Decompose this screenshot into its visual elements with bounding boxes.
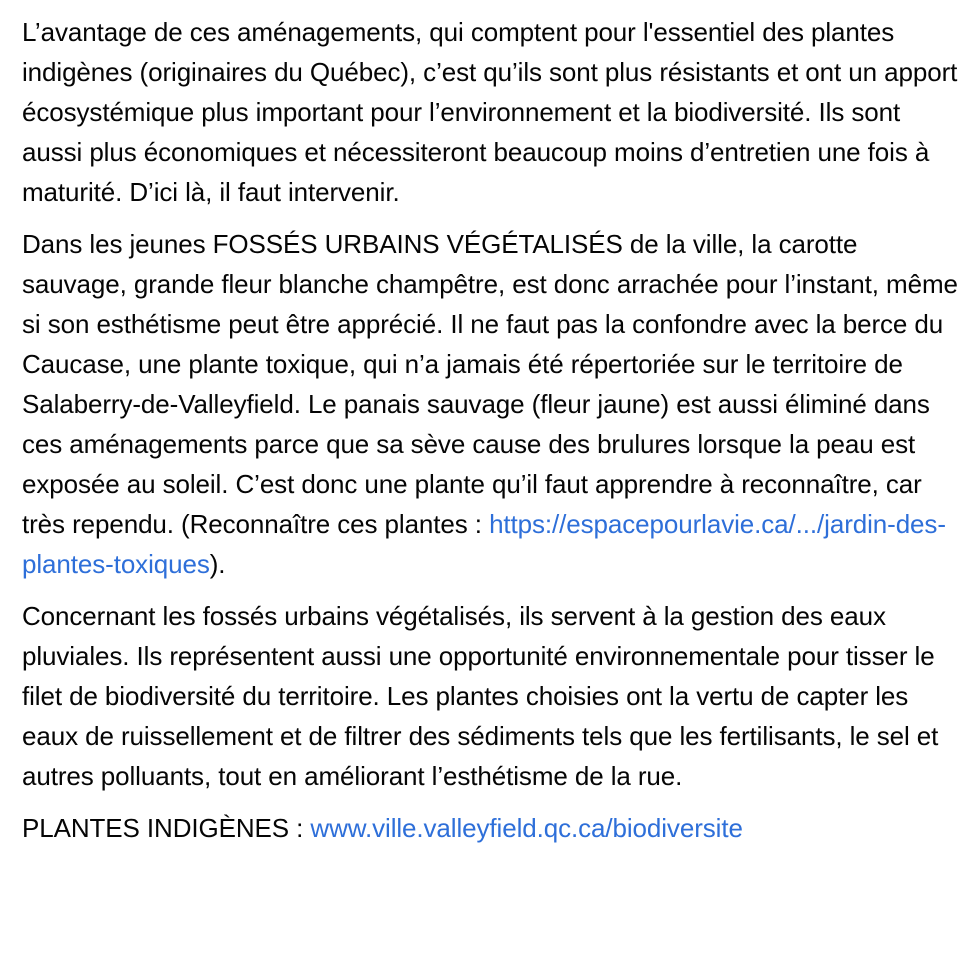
paragraph-stormwater: Concernant les fossés urbains végétalisés, ils servent à la gestion des eaux pluviales. Ils représentent aussi une opportunité environnementale pour tisser le filet de biodiversité du territoire. Les plantes choisies ont la vertu de capter les eaux de ruissellement et de filtrer des sédiments tels que les fertilisants, le sel et autres polluants, tout en améliorant l’esthétisme de la rue. [22, 601, 939, 791]
paragraph-native-plants [22, 808, 960, 848]
biodiversity-link[interactable]: www.ville.valleyfield.qc.ca/biodiversite [310, 813, 743, 843]
paragraph-urban-ditches-text: Dans les jeunes FOSSÉS URBAINS VÉGÉTALISÉS de la ville, la carotte sauvage, grande fleur blanche champêtre, est donc arrachée pour l’instant, même si son esthétisme peut être apprécié. Il ne faut pas la confondre avec la berce du Caucase, une plante toxique, qui n’a jamais été répertoriée sur le territoire de Salaberry-de-Valleyfield. Le panais sauvage (fleur jaune) est aussi éliminé dans ces aménagements parce que sa sève cause des brulures lorsque la peau est exposée au soleil. C’est donc une plante qu’il faut apprendre à reconnaître, car très rependu. (Reconnaître ces plantes : [22, 229, 958, 539]
native-plants-label: PLANTES INDIGÈNES : [22, 813, 311, 843]
paragraph-urban-ditches-end: ). [209, 549, 226, 579]
paragraph-urban-ditches [22, 224, 960, 584]
toxic-plants-link[interactable]: https://espacepourlavie.ca/.../jardin-des-plantes-toxiques [22, 509, 946, 579]
paragraph-advantages: L’avantage de ces aménagements, qui comptent pour l'essentiel des plantes indigènes (originaires du Québec), c’est qu’ils sont plus résistants et ont un apport écosystémique plus important pour l’environnement et la biodiversité. Ils sont aussi plus économiques et nécessiteront beaucoup moins d’entretien une fois à maturité. D’ici là, il faut intervenir. [22, 17, 958, 207]
